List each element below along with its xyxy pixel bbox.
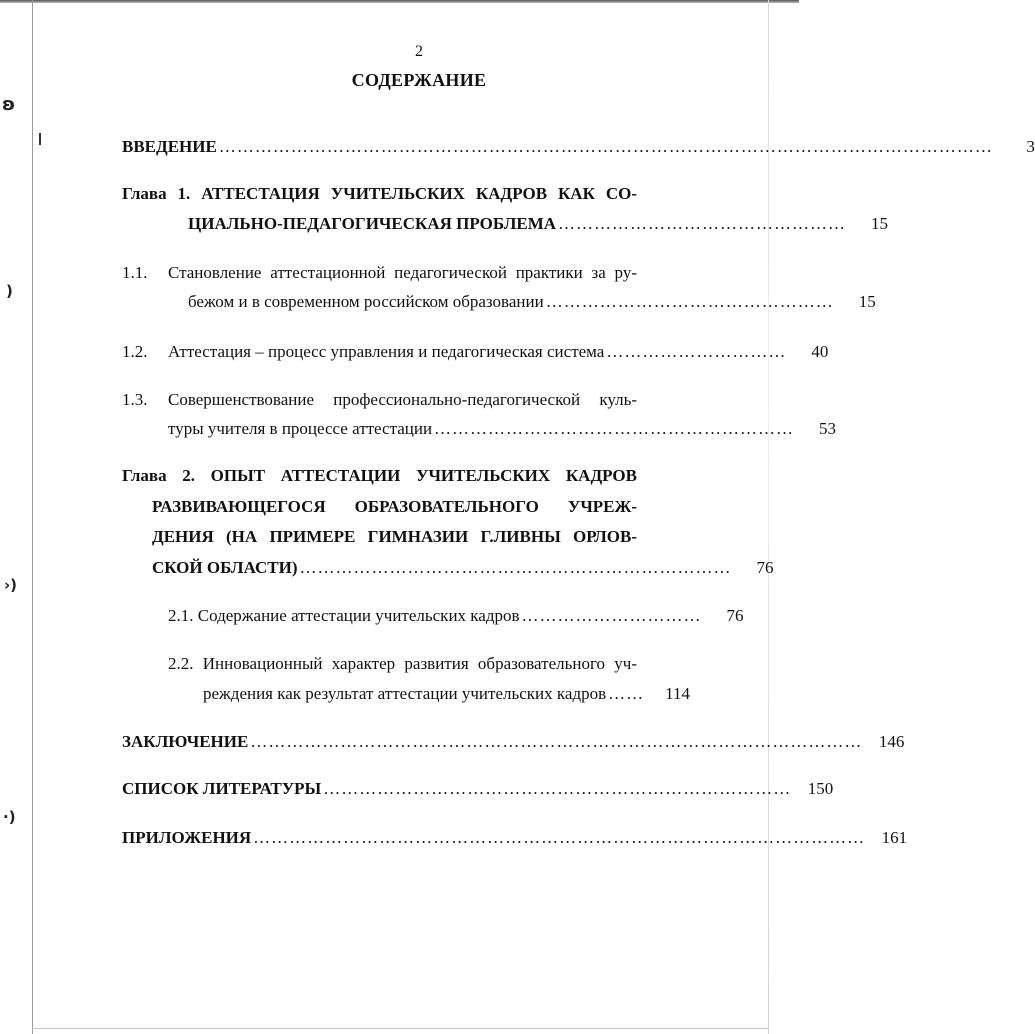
toc-entry-page: 15: [858, 292, 876, 311]
leader-dots: …………………………………………………………………………………………: [253, 828, 866, 847]
toc-entry-label: СПИСОК ЛИТЕРАТУРЫ: [122, 779, 322, 798]
toc-chapter-2-line-2: РАЗВИВАЮЩЕГОСЯ ОБРАЗОВАТЕЛЬНОГО УЧРЕЖ-: [152, 497, 637, 516]
toc-entry-section-1-1: [188, 291, 876, 313]
toc-section-number: 1.2.: [122, 342, 148, 361]
scan-bottom-edge: [32, 1028, 768, 1029]
toc-entry-label: Аттестация – процесс управления и педагогическая система: [168, 342, 605, 361]
toc-entry-chapter-1: [188, 213, 889, 235]
toc-entry-label: туры учителя в процессе аттестации: [168, 419, 433, 438]
toc-entry-label: СКОЙ ОБЛАСТИ): [152, 558, 298, 577]
toc-entry-label: 2.1. Содержание аттестации учительских кадров: [168, 606, 520, 625]
toc-entry-section-1-3: [168, 418, 837, 440]
toc-entry-page: 53: [819, 419, 837, 438]
toc-entry-chapter-2: [152, 557, 774, 579]
leader-dots: …………………………: [606, 342, 787, 361]
leader-dots: …………………………………………: [545, 292, 834, 311]
toc-entry-label: ЦИАЛЬНО-ПЕДАГОГИЧЕСКАЯ ПРОБЛЕМА: [188, 214, 557, 233]
toc-entry-label: ВВЕДЕНИЕ: [122, 137, 217, 156]
toc-entry-page: 76: [726, 606, 744, 625]
toc-chapter-2-line-3: ДЕНИЯ (НА ПРИМЕРЕ ГИМНАЗИИ Г.ЛИВНЫ ОРЛОВ-: [152, 527, 637, 546]
toc-entry-page: 150: [807, 779, 834, 798]
leader-dots: …………………………………………………………………………………………………………………: [218, 137, 993, 156]
toc-entry-intro: [122, 136, 1035, 158]
leader-dots: …………………………: [521, 606, 702, 625]
toc-chapter-1-line-1: Глава 1. АТТЕСТАЦИЯ УЧИТЕЛЬСКИХ КАДРОВ КАК СО-: [122, 184, 637, 203]
leader-dots: ……………………………………………………: [434, 419, 795, 438]
toc-entry-section-1-2: [168, 341, 829, 363]
toc-entry-page: 3: [1026, 137, 1035, 156]
scan-mark-icon: ·): [3, 808, 16, 826]
toc-section-number: 1.3.: [122, 390, 148, 409]
toc-entry-page: 161: [881, 828, 908, 847]
toc-chapter-2-line-1: Глава 2. ОПЫТ АТТЕСТАЦИИ УЧИТЕЛЬСКИХ КАДРОВ: [122, 466, 637, 485]
toc-entry-page: 15: [871, 214, 889, 233]
scan-mark-icon: [39, 133, 41, 145]
scan-left-edge: [32, 0, 33, 1034]
scan-mark-icon: ): [6, 282, 13, 300]
leader-dots: ……………………………………………………………………: [323, 779, 792, 798]
toc-entry-page: 146: [878, 732, 905, 751]
toc-entry-page: 114: [665, 684, 690, 703]
leader-dots: ……: [608, 684, 645, 703]
page-title: СОДЕРЖАНИЕ: [351, 70, 487, 90]
toc-entry-section-2-1: [168, 605, 744, 627]
toc-section-1-1-line-1: Становление аттестационной педагогической практики за ру-: [168, 263, 637, 282]
toc-entry-label: реждения как результат аттестации учительских кадров: [203, 684, 607, 703]
toc-section-2-2-line-1: 2.2. Инновационный характер развития образовательного уч-: [168, 654, 637, 673]
toc-entry-page: 40: [811, 342, 829, 361]
toc-entry-label: ПРИЛОЖЕНИЯ: [122, 828, 252, 847]
leader-dots: …………………………………………: [558, 214, 847, 233]
toc-entry-label: бежом и в современном российском образовании: [188, 292, 544, 311]
toc-entry-conclusion: [122, 731, 905, 753]
toc-entry-label: ЗАКЛЮЧЕНИЕ: [122, 732, 249, 751]
toc-section-1-3-line-1: Совершенствование профессионально-педагогической куль-: [168, 390, 637, 409]
leader-dots: ………………………………………………………………: [299, 558, 732, 577]
scan-mark-icon: ›): [4, 576, 18, 594]
scan-mark-icon: ʚ: [2, 94, 16, 115]
toc-entry-references: [122, 778, 834, 800]
scan-top-edge: [0, 0, 799, 3]
toc-entry-appendices: [122, 827, 908, 849]
toc-entry-page: 76: [756, 558, 774, 577]
toc-section-number: 1.1.: [122, 263, 148, 282]
toc-entry-section-2-2: [203, 683, 690, 705]
leader-dots: …………………………………………………………………………………………: [250, 732, 863, 751]
page-number: 2: [415, 43, 423, 60]
